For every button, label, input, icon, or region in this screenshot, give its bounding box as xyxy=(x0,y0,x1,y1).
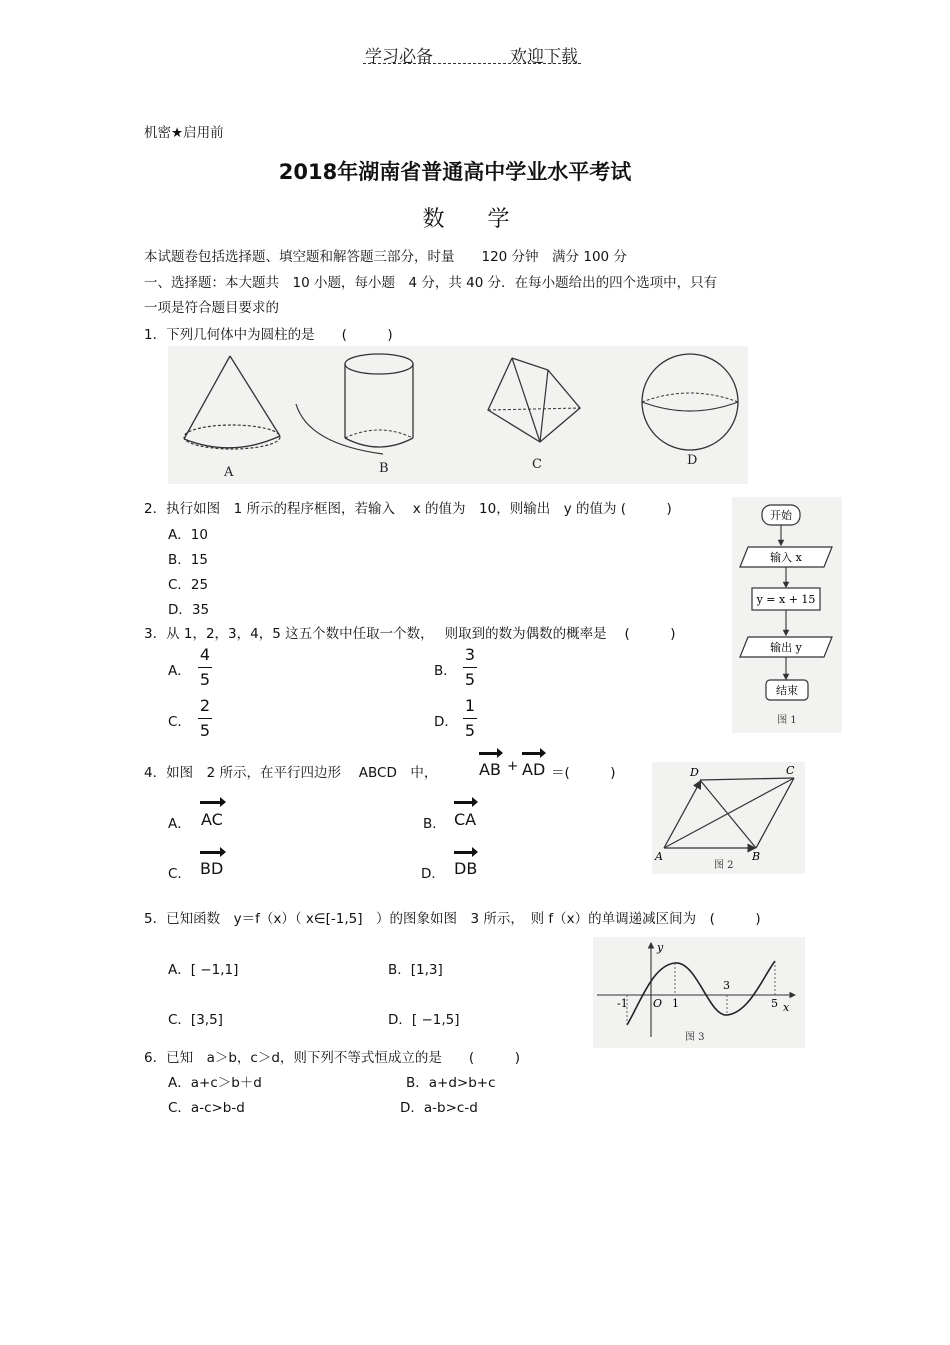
q6-option-b: B．a+d>b+c xyxy=(406,1075,496,1091)
section1-heading-line2: 一项是符合题目要求的 xyxy=(144,300,279,316)
fig3-y-label: y xyxy=(657,941,664,954)
q5-option-d: D．[ −1,5] xyxy=(388,1012,460,1028)
q4-stem-b: ＝( ) xyxy=(551,765,616,781)
q4-label-c: C． xyxy=(168,866,191,882)
q5-function-graph xyxy=(593,937,805,1048)
q5-option-c: C．[3,5] xyxy=(168,1012,223,1028)
q3-fraction-d: 1 5 xyxy=(464,696,476,740)
q6-option-c: C．a-c>b-d xyxy=(168,1100,245,1116)
q1-label-d: D xyxy=(687,453,698,468)
flow-output: 输出 y xyxy=(770,641,802,654)
q3-label-c: C． xyxy=(168,714,191,730)
q3-stem: 3．从 1，2，3，4，5 这五个数中任取一个数， 则取到的数为偶数的概率是 ( ) xyxy=(144,626,676,642)
q6-option-d: D．a-b>c-d xyxy=(400,1100,478,1116)
q4-label-b: B． xyxy=(423,816,446,832)
flow-input: 输入 x xyxy=(770,551,802,564)
q3-fraction-a: 4 5 xyxy=(199,645,211,689)
flow-end: 结束 xyxy=(776,684,798,697)
fig3-tick-m1: -1 xyxy=(617,997,628,1010)
q4-option-a-arrow xyxy=(200,801,224,804)
q1-figure xyxy=(168,346,748,484)
q1-label-a: A xyxy=(224,465,234,480)
fig3-origin: O xyxy=(653,997,663,1010)
q4-vector-ab: AB xyxy=(479,760,501,779)
q3-label-b: B． xyxy=(434,663,457,679)
q1-label-b: B xyxy=(379,461,389,476)
fig3-x-label: x xyxy=(783,1001,790,1014)
q4-option-b-arrow xyxy=(454,801,476,804)
q3-label-a: A． xyxy=(168,663,191,679)
q6-option-a: A．a+c＞b＋d xyxy=(168,1075,262,1091)
q3-label-d: D． xyxy=(434,714,458,730)
q2-flowchart xyxy=(732,497,842,733)
q5-option-b: B．[1,3] xyxy=(388,962,443,978)
flow-caption: 图 1 xyxy=(777,715,797,726)
fig2-label-d: D xyxy=(690,766,699,779)
fig3-tick-3: 3 xyxy=(723,979,730,992)
q1-label-c: C xyxy=(532,457,542,472)
section1-heading-line1: 一、选择题：本大题共 10 小题，每小题 4 分，共 40 分．在每小题给出的四个选项中，只有 xyxy=(144,275,718,291)
header-right: 欢迎下载 xyxy=(510,47,578,67)
q5-option-a: A．[ −1,1] xyxy=(168,962,239,978)
header-left: 学习必备 xyxy=(365,47,433,67)
q4-vector-arrow-ad xyxy=(522,752,544,755)
q4-parallelogram-figure xyxy=(652,762,805,874)
q1-stem: 1．下列几何体中为圆柱的是 ( ) xyxy=(144,327,393,343)
fig2-label-b: B xyxy=(752,850,761,863)
q4-label-a: A． xyxy=(168,816,191,832)
fig3-tick-1: 1 xyxy=(672,997,679,1010)
fig2-label-c: C xyxy=(786,764,795,777)
flow-start: 开始 xyxy=(770,509,792,522)
fig2-label-a: A xyxy=(655,850,663,863)
fig2-caption: 图 2 xyxy=(714,860,734,871)
q4-option-c-arrow xyxy=(200,851,224,854)
q2-option-d: D．35 xyxy=(168,602,210,618)
q4-plus: + xyxy=(507,758,519,774)
q2-option-c: C．25 xyxy=(168,577,209,593)
q4-vector-ad: AD xyxy=(522,760,546,779)
q3-fraction-c: 2 5 xyxy=(199,696,211,740)
fig3-tick-5: 5 xyxy=(771,997,778,1010)
q4-option-b: CA xyxy=(454,810,477,829)
flow-process: y = x + 15 xyxy=(756,593,816,606)
q2-option-b: B．15 xyxy=(168,552,208,568)
q2-stem: 2．执行如图 1 所示的程序框图，若输入 x 的值为 10，则输出 y 的值为 ( ) xyxy=(144,501,672,517)
q4-stem-a: 4．如图 2 所示，在平行四边形 ABCD 中， xyxy=(144,765,438,781)
q4-label-d: D． xyxy=(421,866,445,882)
q4-vector-arrow-ab xyxy=(479,752,501,755)
exam-title: 2018年湖南省普通高中学业水平考试 xyxy=(278,160,632,184)
fig3-caption: 图 3 xyxy=(685,1032,705,1043)
exam-subject: 数 学 xyxy=(422,207,528,232)
q4-option-c: BD xyxy=(200,859,224,878)
q2-option-a: A．10 xyxy=(168,527,208,543)
q4-option-d: DB xyxy=(454,859,478,878)
exam-intro: 本试题卷包括选择题、填空题和解答题三部分，时量 120 分钟 满分 100 分 xyxy=(144,249,627,265)
q4-option-a: AC xyxy=(201,810,223,829)
q5-stem: 5．已知函数 y＝f（x）（ x∈[-1,5] ）的图象如图 3 所示， 则 f（x）的单调递减区间为 ( ) xyxy=(144,911,761,927)
q3-fraction-b: 3 5 xyxy=(464,645,476,689)
header-divider xyxy=(363,63,581,64)
confidential-mark: 机密★启用前 xyxy=(144,125,224,141)
q6-stem: 6．已知 a＞b，c＞d，则下列不等式恒成立的是 ( ) xyxy=(144,1050,520,1066)
q4-option-d-arrow xyxy=(454,851,476,854)
